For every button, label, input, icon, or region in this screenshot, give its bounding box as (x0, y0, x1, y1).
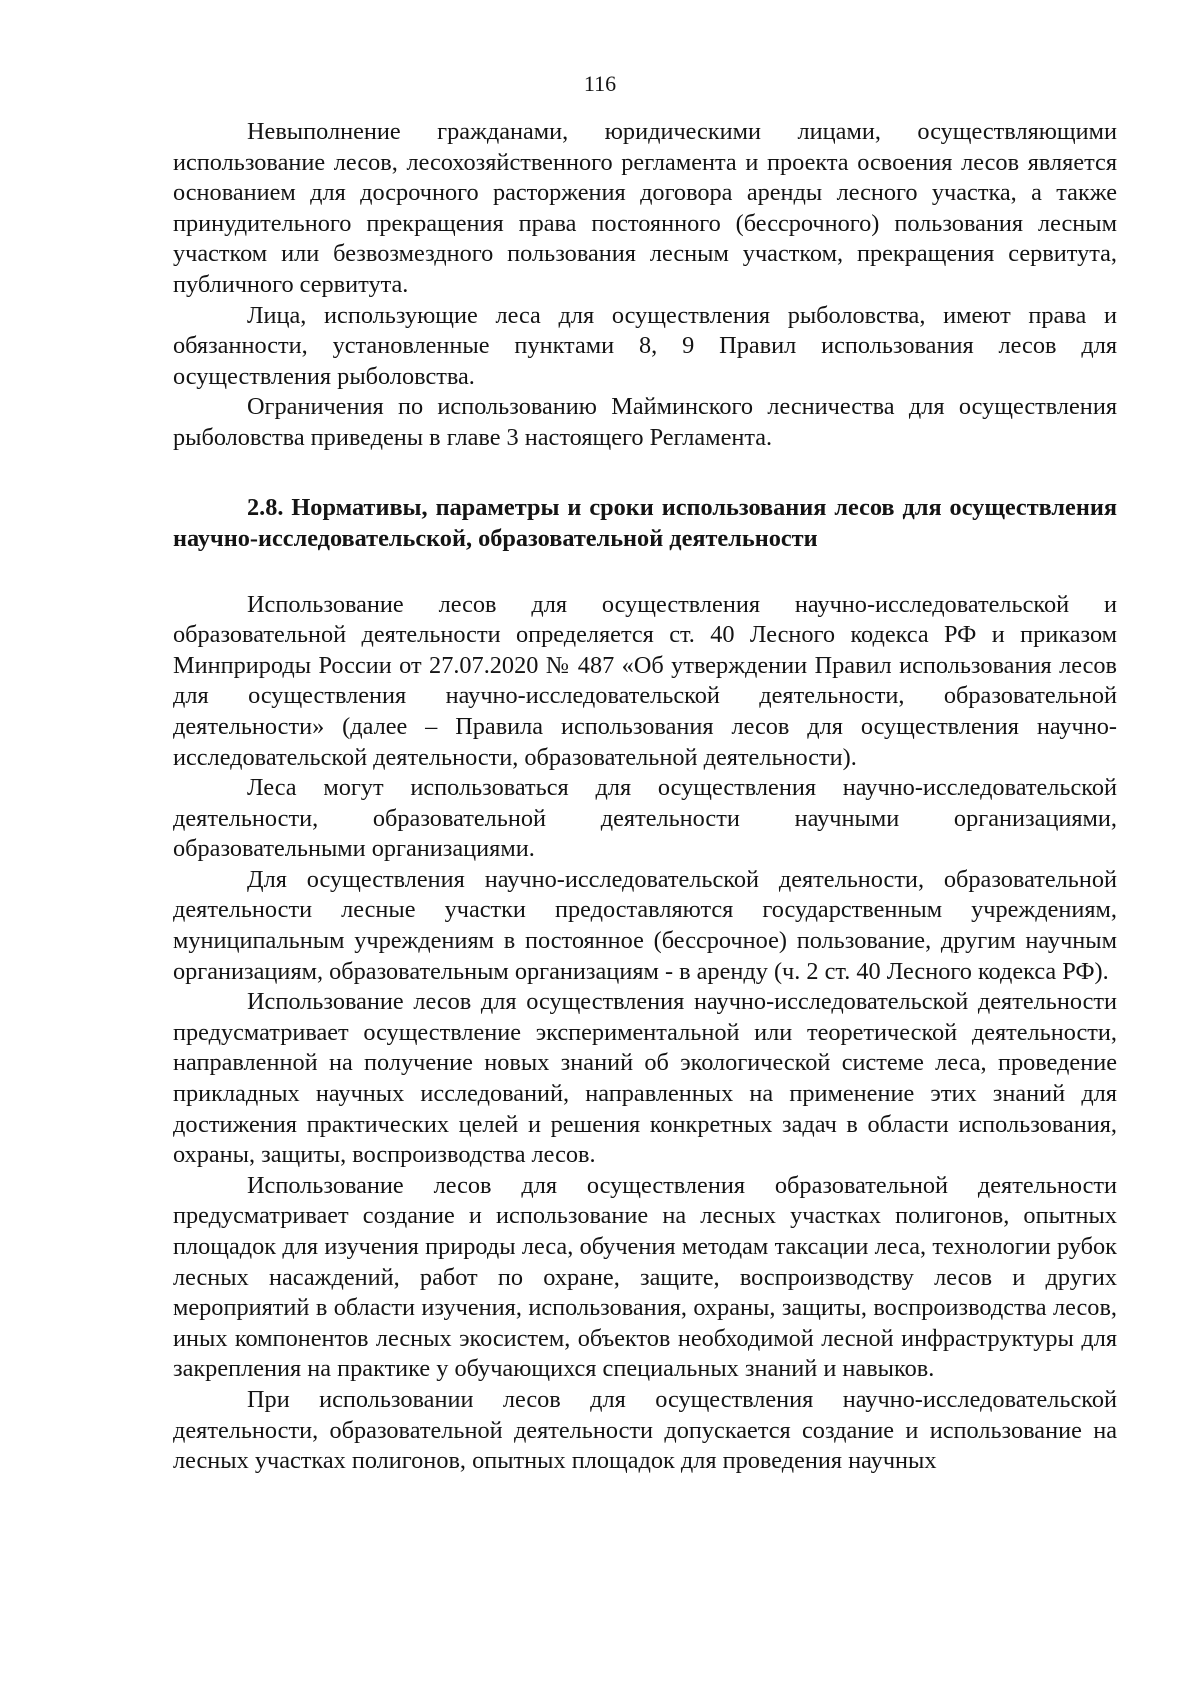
paragraph: Использование лесов для осуществления научно-исследовательской и образовательной деятельности определяется ст. 40 Лесного кодекса РФ и приказом Минприроды России от 27.07.2020 № 487 «Об утверждении Правил использования лесов для осуществления научно-исследовательской деятельности, образовательной деятельности» (далее – Правила использования лесов для осуществления научно-исследовательской деятельности, образовательной деятельности). (173, 590, 1117, 771)
paragraph: При использовании лесов для осуществления научно-исследовательской деятельности, образовательной деятельности допускается создание и использование на лесных участках полигонов, опытных площадок для проведения научных (173, 1385, 1117, 1475)
paragraph: Использование лесов для осуществления образовательной деятельности предусматривает создание и использование на лесных участках полигонов, опытных площадок для изучения природы леса, обучения методам таксации леса, технологии рубок лесных насаждений, работ по охране, защите, воспроизводству лесов и других мероприятий в области изучения, использования, охраны, защиты, воспроизводства лесов, иных компонентов лесных экосистем, объектов необходимой лесной инфраструктуры для закрепления на практике у обучающихся специальных знаний и навыков. (173, 1171, 1117, 1383)
paragraph: Использование лесов для осуществления научно-исследовательской деятельности предусматривает осуществление экспериментальной или теоретической деятельности, направленной на получение новых знаний об экологической системе леса, проведение прикладных научных исследований, направленных на применение этих знаний для достижения практических целей и решения конкретных задач в области использования, охраны, защиты, воспроизводства лесов. (173, 988, 1117, 1169)
paragraph: Невыполнение гражданами, юридическими лицами, осуществляющими использование лесов, лесохозяйственного регламента и проекта освоения лесов является основанием для досрочного расторжения договора аренды лесного участка, а также принудительного прекращения права постоянного (бессрочного) пользования лесным участком или безвозмездного пользования лесным участком, прекращения сервитута, публичного сервитута. (173, 118, 1117, 298)
document-body (173, 117, 1117, 1477)
section-heading: 2.8. Нормативы, параметры и сроки использования лесов для осуществления научно-исследовательской, образовательной деятельности (173, 493, 1117, 552)
paragraph: Леса могут использоваться для осуществления научно-исследовательской деятельности, образовательной деятельности научными организациями, образовательными организациями. (173, 774, 1117, 863)
paragraph: Лица, использующие леса для осуществления рыболовства, имеют права и обязанности, установленные пунктами 8, 9 Правил использования лесов для осуществления рыболовства. (173, 301, 1117, 390)
paragraph: Для осуществления научно-исследовательской деятельности, образовательной деятельности лесные участки предоставляются государственным учреждениям, муниципальным учреждениям в постоянное (бессрочное) пользование, другим научным организациям, образовательным организациям - в аренду (ч. 2 ст. 40 Лесного кодекса РФ). (173, 865, 1117, 985)
paragraph: Ограничения по использованию Майминского лесничества для осуществления рыболовства приведены в главе 3 настоящего Регламента. (173, 393, 1117, 451)
page-number: 116 (583, 71, 617, 96)
